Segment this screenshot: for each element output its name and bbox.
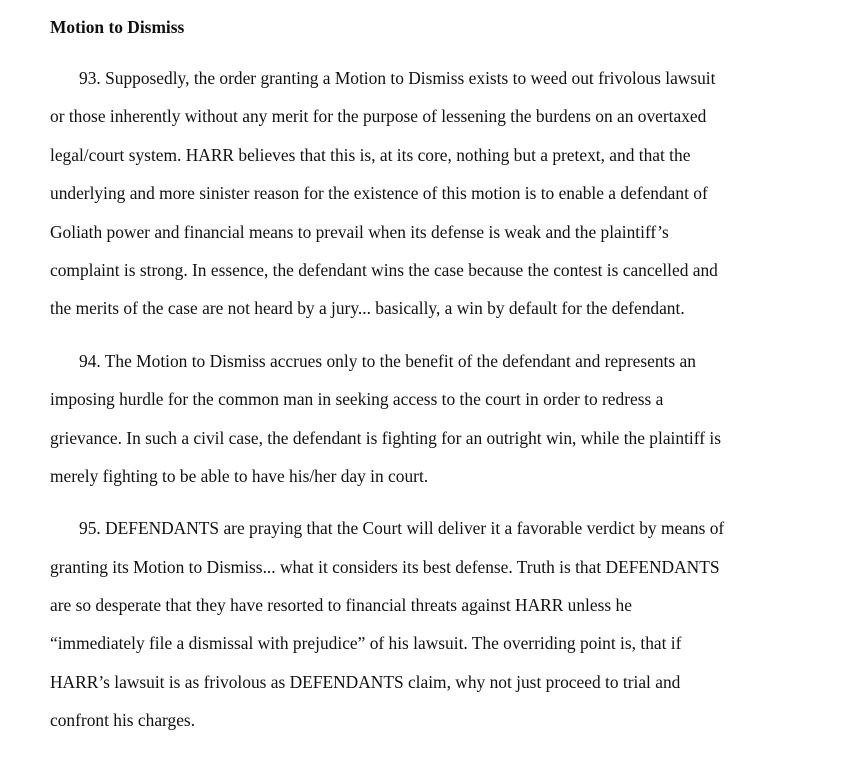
paragraph-line: confront his charges. xyxy=(50,710,196,731)
paragraph-line: 93. Supposedly, the order granting a Motion to Dismiss exists to weed out frivolous lawsuit xyxy=(79,68,716,88)
paragraph-line: grievance. In such a civil case, the defendant is fighting for an outright win, while the plaintiff is xyxy=(50,427,721,448)
section-heading: Motion to Dismiss xyxy=(50,17,185,37)
paragraph-line: 94. The Motion to Dismiss accrues only to the benefit of the defendant and represents an xyxy=(79,350,696,371)
paragraph-line: imposing hurdle for the common man in seeking access to the court in order to redress a xyxy=(50,389,664,410)
paragraph-line: the merits of the case are not heard by a jury... basically, a win by default for the defendant. xyxy=(50,298,685,319)
document-page xyxy=(50,12,840,758)
paragraph-line: are so desperate that they have resorted to financial threats against HARR unless he xyxy=(50,595,632,616)
paragraph-line: merely fighting to be able to have his/her day in court. xyxy=(50,465,429,486)
paragraph-line: underlying and more sinister reason for the existence of this motion is to enable a defendant of xyxy=(50,183,708,204)
paragraph-line: HARR’s lawsuit is as frivolous as DEFENDANTS claim, why not just proceed to trial and xyxy=(50,671,681,692)
paragraph-line: 95. DEFENDANTS are praying that the Court will deliver it a favorable verdict by means of xyxy=(79,518,725,539)
paragraph-line: “immediately file a dismissal with prejudice” of his lawsuit. The overriding point is, that if xyxy=(50,633,682,654)
paragraph-line: granting its Motion to Dismiss... what it considers its best defense. Truth is that DEFENDANTS xyxy=(50,556,720,577)
paragraph-line: legal/court system. HARR believes that this is, at its core, nothing but a pretext, and that the xyxy=(50,144,691,165)
paragraph-line: Goliath power and financial means to prevail when its defense is weak and the plaintiff’s xyxy=(50,221,669,242)
paragraph-95 xyxy=(50,513,840,743)
paragraph-94 xyxy=(50,346,840,500)
paragraph-line: or those inherently without any merit for the purpose of lessening the burdens on an overtaxed xyxy=(50,106,707,127)
paragraph-93 xyxy=(50,63,840,332)
paragraph-line: complaint is strong. In essence, the defendant wins the case because the contest is cancelled and xyxy=(50,259,718,280)
